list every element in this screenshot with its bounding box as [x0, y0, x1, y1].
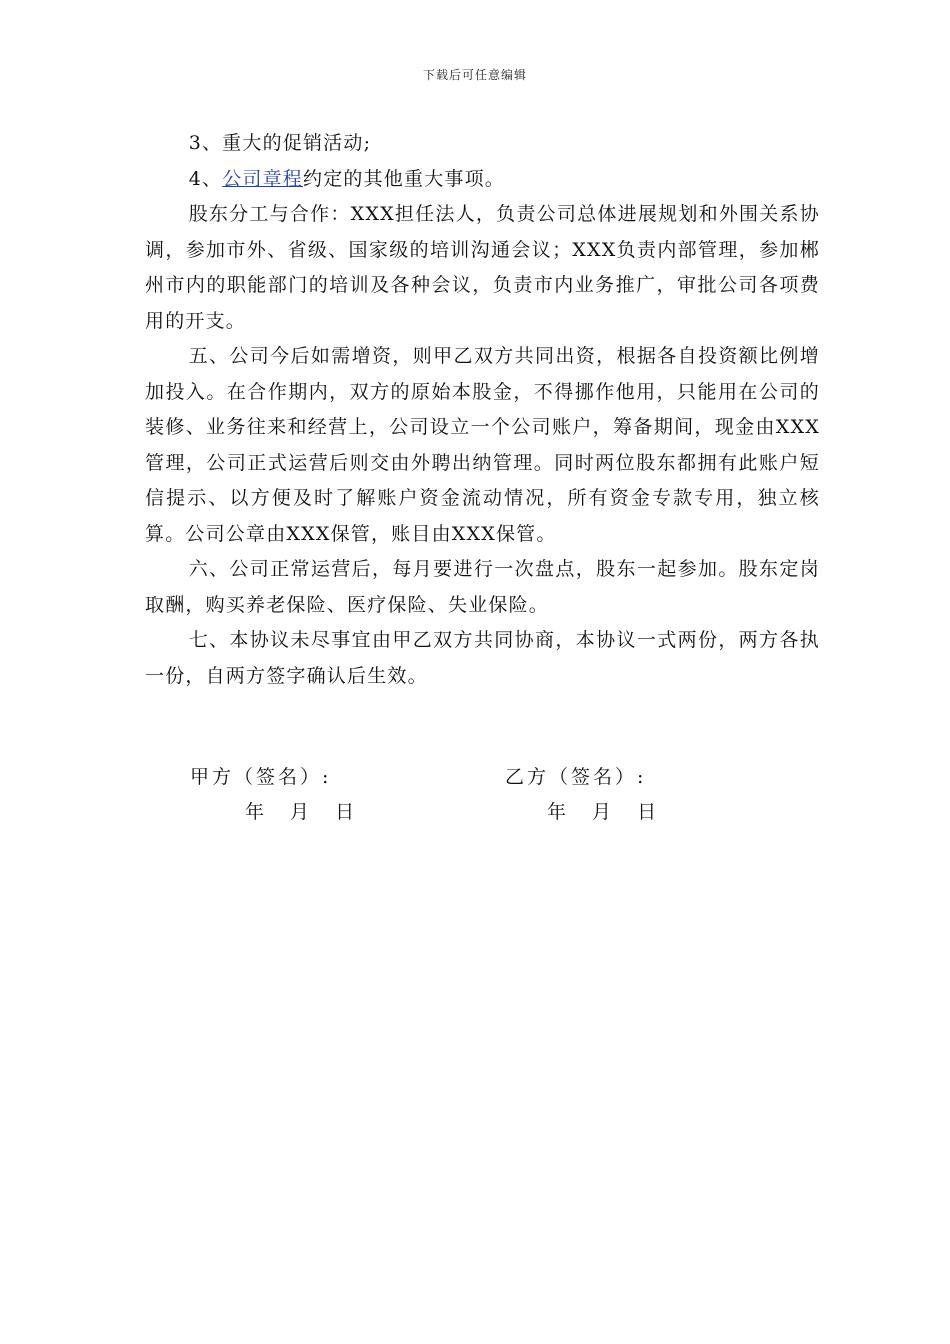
paragraph-shareholders: 股东分工与合作：XXX担任法人，负责公司总体进展规划和外围关系协调，参加市外、省级、国家级的培训沟通会议；XXX负责内部管理，参加郴州市内的职能部门的培训及各种会议，负责市内业务推广，审批公司各项费用的开支。	[145, 203, 820, 332]
party-b-date: 年 月 日	[547, 801, 667, 823]
paragraph-seven: 七、本协议未尽事宜由甲乙双方共同协商，本协议一式两份，两方各执一份，自两方签字确认后生效。	[145, 629, 820, 687]
party-a-date: 年 月 日	[245, 801, 365, 823]
party-b-column	[505, 760, 666, 830]
company-charter-link[interactable]: 公司章程	[222, 167, 303, 190]
page-header: 下载后可任意编辑	[422, 68, 527, 82]
item-4-suffix: 约定的其他重大事项。	[303, 167, 506, 190]
document-body	[145, 126, 820, 694]
party-a-label: 甲方（签名）:	[190, 766, 332, 788]
party-a-column	[190, 760, 364, 830]
item-4-prefix: 4、	[188, 167, 223, 190]
item-3: 3、重大的促销活动;	[188, 132, 372, 154]
paragraph-five: 五、公司今后如需增资，则甲乙双方共同出资，根据各自投资额比例增加投入。在合作期内，双方的原始本股金，不得挪作他用，只能用在公司的装修、业务往来和经营上，公司设立一个公司账户，筹备期间，现金由XXX管理，公司正式运营后则交由外聘出纳管理。同时两位股东都拥有此账户短信提示、以方便及时了解账户资金流动情况，所有资金专款专用，独立核算。公司公章由XXX保管，账目由XXX保管。	[145, 345, 820, 545]
party-b-label: 乙方（签名）:	[505, 766, 647, 788]
item-4	[145, 162, 820, 198]
paragraph-six: 六、公司正常运营后，每月要进行一次盘点，股东一起参加。股东定岗取酬，购买养老保险、医疗保险、失业保险。	[145, 558, 820, 616]
